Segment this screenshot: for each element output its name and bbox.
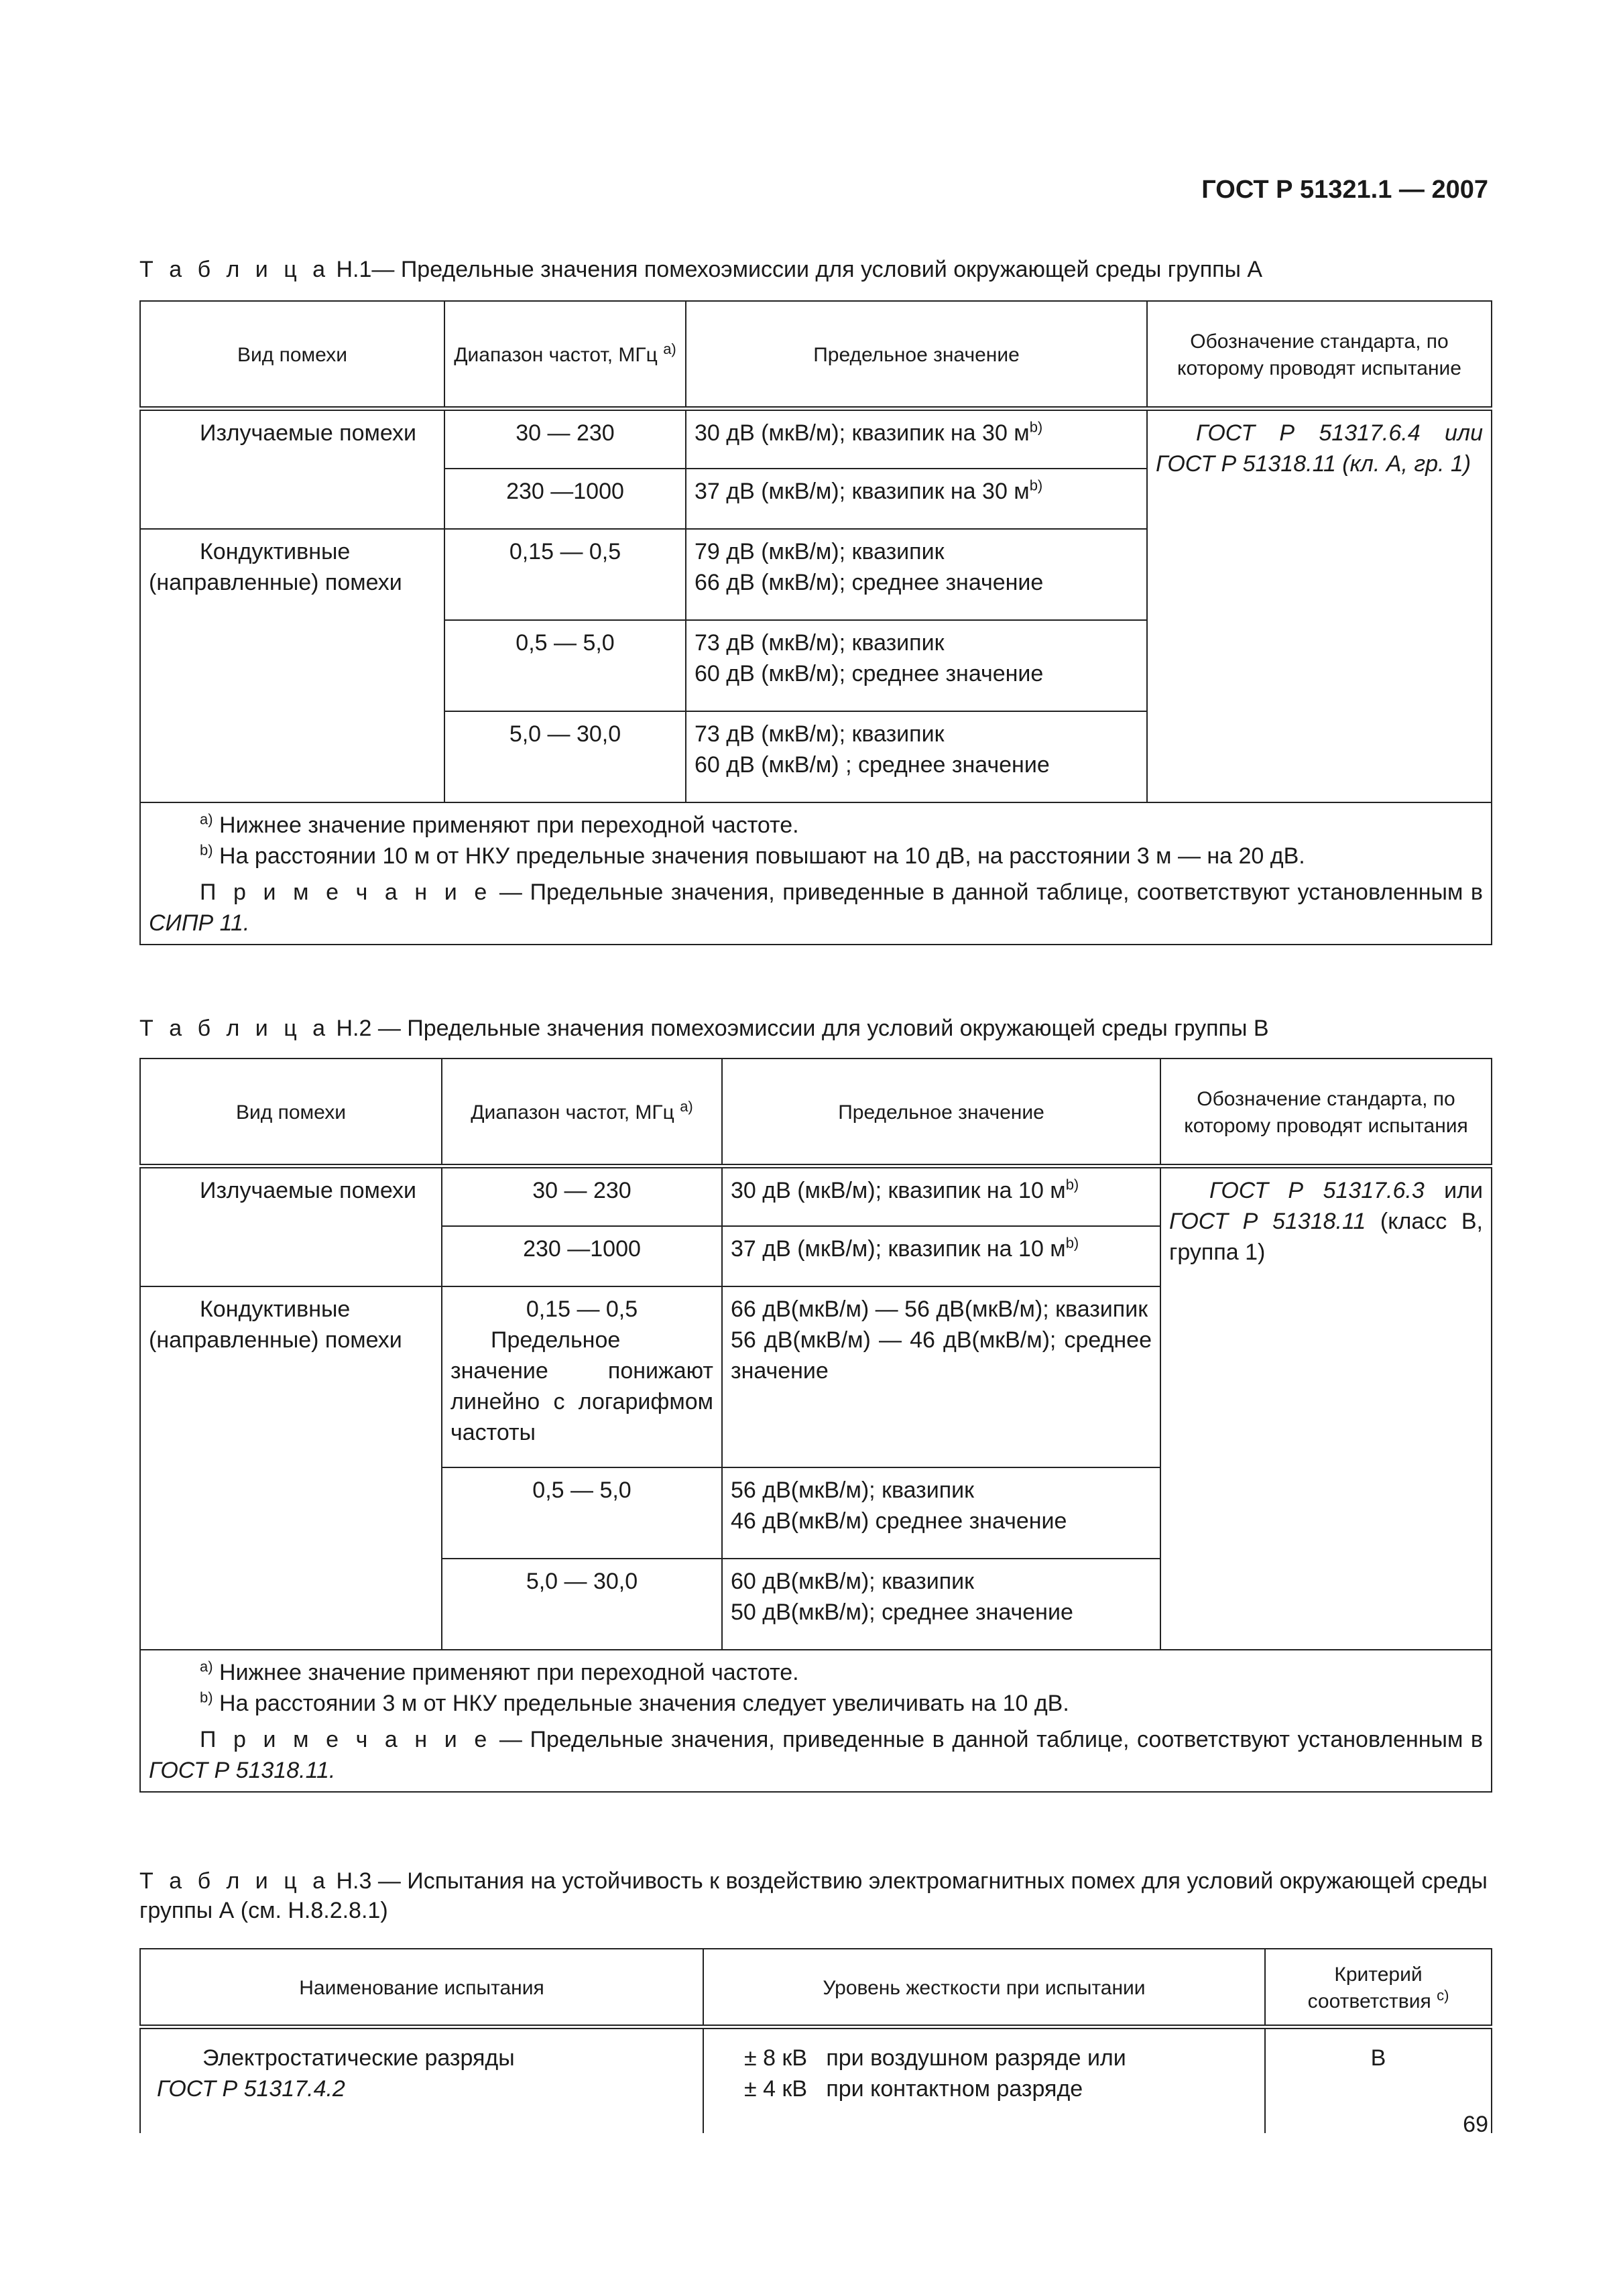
footnote-b-text: На расстоянии 10 м от НКУ предельные значения повышают на 10 дВ, на расстоянии 3 м — на 20 дВ. (219, 843, 1305, 869)
limit-avg: 66 дВ (мкВ/м); среднее значение (695, 570, 1044, 595)
footnote-a-mark: а) (200, 1658, 213, 1675)
radiated-label: Излучаемые помехи (140, 1166, 442, 1286)
footnote-b (149, 1688, 1483, 1719)
standard-tail: (класс В, группа 1) (1169, 1208, 1483, 1265)
limit-sup: b) (1065, 1176, 1079, 1193)
range-cell: 0,5 — 5,0 (444, 620, 686, 711)
caption-text: Н.2 — Предельные значения помехоэмиссии для условий окружающей среды группы В (336, 1016, 1269, 1041)
caption-label: Т а б л и ц а (139, 1016, 330, 1041)
range-cell: 230 —1000 (444, 469, 686, 529)
table-h2-notes (140, 1650, 1492, 1792)
note-ref: ГОСТ Р 51318.11. (149, 1758, 336, 1783)
conducted-label: Кондуктивные (направленные) помехи (140, 529, 444, 802)
limit-cell (722, 1166, 1160, 1226)
range-cell: 5,0 — 30,0 (444, 711, 686, 802)
range-cell (442, 1286, 722, 1467)
standard-mid: или (1424, 1177, 1483, 1203)
limit-quasi: 73 дВ (мкВ/м); квазипик (695, 630, 945, 656)
limit-avg: 60 дВ (мкВ/м) ; среднее значение (695, 752, 1050, 778)
standard-cell: ГОСТ Р 51317.6.4 или ГОСТ Р 51318.11 (кл. А, гр. 1) (1147, 408, 1492, 802)
header-limit: Предельное значение (722, 1059, 1160, 1166)
test-criterion-cell: В (1265, 2027, 1492, 2133)
header-range-sup: а) (680, 1097, 693, 1115)
limit-text: 37 дВ (мкВ/м); квазипик на 10 м (731, 1236, 1066, 1262)
table-note (149, 1724, 1483, 1786)
limit-quasi: 79 дВ (мкВ/м); квазипик (695, 539, 945, 564)
range-cell: 0,15 — 0,5 (444, 529, 686, 620)
limit-sup: b) (1029, 477, 1043, 494)
note-label: П р и м е ч а н и е (200, 1727, 492, 1752)
header-type: Вид помехи (140, 301, 444, 408)
limit-cell (722, 1467, 1160, 1559)
header-standard: Обозначение стандарта, по которому проводят испытание (1147, 301, 1492, 408)
limit-quasi: 60 дВ(мкВ/м); квазипик (731, 1569, 975, 1594)
limit-avg: 46 дВ(мкВ/м) среднее значение (731, 1508, 1067, 1534)
limit-avg: 56 дВ(мкВ/м) — 46 дВ(мкВ/м); среднее значение (731, 1327, 1152, 1384)
header-criterion (1265, 1949, 1492, 2027)
footnote-a-mark: а) (200, 810, 213, 828)
test-name-cell (140, 2027, 703, 2133)
header-range (444, 301, 686, 408)
header-type: Вид помехи (140, 1059, 442, 1166)
limit-cell (686, 469, 1147, 529)
table-h2-caption (139, 1014, 1494, 1043)
header-name: Наименование испытания (140, 1949, 703, 2027)
header-range-text: Диапазон частот, МГц (471, 1101, 674, 1124)
header-range (442, 1059, 722, 1166)
range-cell: 230 —1000 (442, 1226, 722, 1286)
standard-cell (1160, 1166, 1492, 1650)
note-label: П р и м е ч а н и е (200, 880, 492, 905)
header-range-sup: а) (663, 340, 676, 357)
footnote-a (149, 810, 1483, 841)
limit-quasi: 73 дВ (мкВ/м); квазипик (695, 721, 945, 747)
limit-cell (722, 1226, 1160, 1286)
caption-label: Т а б л и ц а (139, 257, 330, 282)
test-name: Электростатические разряды (202, 2045, 515, 2071)
footnote-b-mark: b) (200, 841, 213, 859)
limit-avg: 50 дВ(мкВ/м); среднее значение (731, 1599, 1073, 1625)
footnote-a-text: Нижнее значение применяют при переходной частоте. (219, 812, 799, 838)
range-cell: 30 — 230 (444, 408, 686, 469)
limit-cell (686, 711, 1147, 802)
table-h3 (139, 1948, 1492, 2133)
level-contact: ± 4 кВ при контактном разряде (744, 2076, 1083, 2102)
table-h2 (139, 1058, 1492, 1793)
range-value: 0,15 — 0,5 (526, 1296, 638, 1322)
header-level: Уровень жесткости при испытании (703, 1949, 1265, 2027)
footnote-a (149, 1657, 1483, 1688)
note-text: — Предельные значения, приведенные в данной таблице, соответствуют установленным в (499, 880, 1483, 905)
range-note: Предельное значение понижают линейно с логарифмом частоты (450, 1327, 713, 1445)
document-code: ГОСТ Р 51321.1 — 2007 (1201, 176, 1488, 204)
limit-cell (686, 620, 1147, 711)
table-h1 (139, 300, 1492, 945)
limit-text: 30 дВ (мкВ/м); квазипик на 10 м (731, 1177, 1066, 1203)
header-limit: Предельное значение (686, 301, 1147, 408)
standard-ref-2: ГОСТ Р 51318.11 (1169, 1208, 1366, 1234)
footnote-b (149, 841, 1483, 871)
table-h3-caption (139, 1866, 1494, 1925)
range-cell: 5,0 — 30,0 (442, 1559, 722, 1650)
test-level-cell (703, 2027, 1265, 2133)
limit-cell (686, 529, 1147, 620)
range-cell: 0,5 — 5,0 (442, 1467, 722, 1559)
footnote-b-text: На расстоянии 3 м от НКУ предельные значения следует увеличивать на 10 дВ. (219, 1691, 1069, 1716)
table-h1-caption (139, 255, 1494, 284)
limit-quasi: 56 дВ(мкВ/м); квазипик (731, 1477, 975, 1503)
limit-cell (686, 408, 1147, 469)
limit-text: 30 дВ (мкВ/м); квазипик на 30 м (695, 420, 1030, 446)
radiated-label: Излучаемые помехи (140, 408, 444, 529)
caption-label: Т а б л и ц а (139, 1868, 330, 1894)
header-range-text: Диапазон частот, МГц (454, 343, 658, 366)
note-ref: СИПР 11. (149, 910, 250, 936)
limit-cell (722, 1559, 1160, 1650)
range-cell: 30 — 230 (442, 1166, 722, 1226)
standard-ref-1: ГОСТ Р 51317.6.3 (1209, 1177, 1425, 1203)
limit-sup: b) (1029, 418, 1043, 436)
test-ref: ГОСТ Р 51317.4.2 (157, 2076, 345, 2102)
caption-text: Н.1— Предельные значения помехоэмиссии для условий окружающей среды группы А (336, 257, 1263, 282)
header-standard: Обозначение стандарта, по которому проводят испытания (1160, 1059, 1492, 1166)
limit-cell (722, 1286, 1160, 1467)
header-criterion-sup: с) (1437, 1987, 1449, 2004)
limit-avg: 60 дВ (мкВ/м); среднее значение (695, 661, 1044, 686)
limit-sup: b) (1065, 1234, 1079, 1252)
limit-text: 37 дВ (мкВ/м); квазипик на 30 м (695, 479, 1030, 504)
footnote-b-mark: b) (200, 1689, 213, 1706)
table-note (149, 877, 1483, 939)
limit-quasi: 66 дВ(мкВ/м) — 56 дВ(мкВ/м); квазипик (731, 1296, 1148, 1322)
note-text: — Предельные значения, приведенные в данной таблице, соответствуют установленным в (499, 1727, 1483, 1752)
caption-text: Н.3 — Испытания на устойчивость к воздействию электромагнитных помех для условий окружающей среды группы А (см. Н.8.2.8.1) (139, 1868, 1488, 1923)
table-h1-notes (140, 802, 1492, 945)
page-number: 69 (1463, 2112, 1488, 2137)
header-criterion-text: Критерий соответствия (1307, 1963, 1431, 2012)
footnote-a-text: Нижнее значение применяют при переходной частоте. (219, 1660, 799, 1685)
conducted-label: Кондуктивные (направленные) помехи (140, 1286, 442, 1650)
level-air: ± 8 кВ при воздушном разряде или (744, 2045, 1126, 2071)
